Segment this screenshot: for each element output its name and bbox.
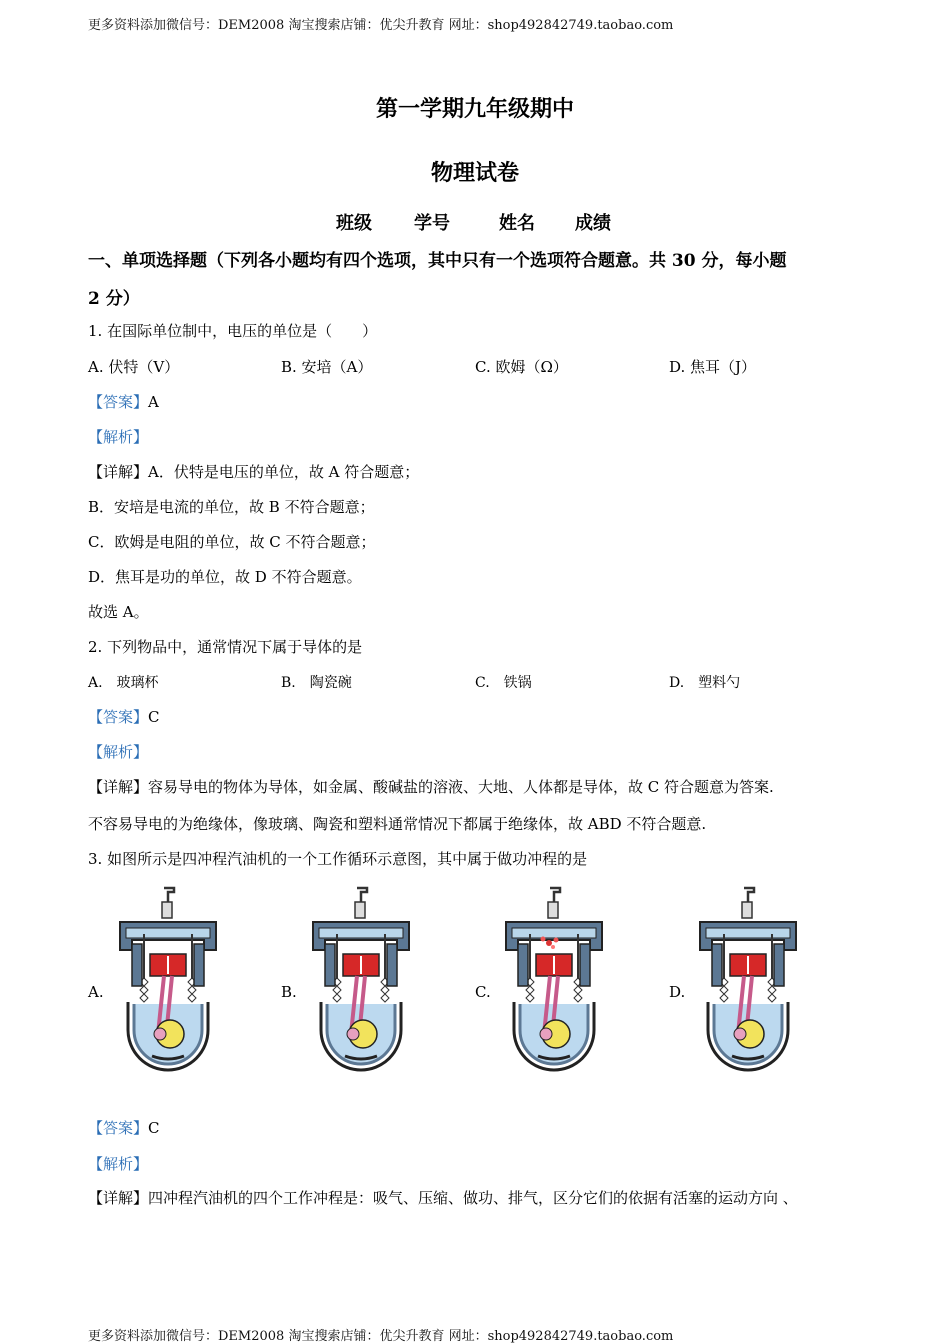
class-field: 班级: [336, 213, 372, 234]
engine-exhaust-stroke-figure: [692, 884, 804, 1074]
question-1-stem: 1. 在国际单位制中，电压的单位是（ ）: [88, 322, 378, 340]
q3-option-d-label: D.: [669, 983, 686, 1001]
q1-conclusion: 故选 A。: [88, 603, 149, 621]
q1-answer: [88, 391, 159, 412]
engine-compression-stroke-figure: [305, 884, 417, 1074]
score-field: 成绩: [575, 213, 611, 234]
page-footer: 更多资料添加微信号：DEM2008 淘宝搜索店铺：优尖升教育 网址：shop492842749.taobao.com: [88, 1329, 674, 1344]
q3-analysis-label: 【解析】: [88, 1155, 149, 1173]
q2-detail-line: 不容易导电的为绝缘体，像玻璃、陶瓷和塑料通常情况下都属于绝缘体，故 ABD 不符合题意.: [88, 815, 707, 833]
q2-analysis-label: 【解析】: [88, 743, 149, 761]
student-info-row: [336, 209, 611, 235]
q1-detail-line: 【详解】A．伏特是电压的单位，故 A 符合题意；: [88, 463, 420, 481]
q3-option-b-label: B.: [281, 983, 297, 1001]
answer-value: A: [148, 393, 159, 411]
q2-option-d: D. 塑料勺: [669, 675, 741, 691]
section-heading: 一、单项选择题（下列各小题均有四个选项，其中只有一个选项符合题意。共 30 分，每小题: [88, 251, 787, 271]
student-id-field: 学号: [414, 213, 450, 234]
q3-option-a-label: A.: [88, 983, 104, 1001]
q2-answer: [88, 706, 160, 727]
q1-detail-line: B．安培是电流的单位，故 B 不符合题意；: [88, 498, 375, 516]
section-heading-cont: 2 分）: [88, 289, 140, 309]
q3-detail-line: 【详解】四冲程汽油机的四个工作冲程是：吸气、压缩、做功、排气，区分它们的依据有活塞的运动方向 、: [88, 1189, 798, 1207]
exam-title: 第一学期九年级期中: [375, 96, 574, 122]
engine-power-stroke-figure: [498, 884, 610, 1074]
page-header: 更多资料添加微信号：DEM2008 淘宝搜索店铺：优尖升教育 网址：shop492842749.taobao.com: [88, 18, 674, 33]
name-field: 姓名: [499, 213, 535, 234]
q2-detail-line: 【详解】容易导电的物体为导体，如金属、酸碱盐的溶液、大地、人体都是导体，故 C 符合题意为答案.: [88, 778, 774, 796]
q2-option-a: A. 玻璃杯: [88, 675, 159, 691]
answer-label: 【答案】: [88, 393, 149, 411]
q1-detail-line: D．焦耳是功的单位，故 D 不符合题意。: [88, 568, 362, 586]
q3-answer: [88, 1117, 160, 1138]
q1-option-c: C. 欧姆（Ω）: [475, 358, 568, 376]
question-3-stem: 3. 如图所示是四冲程汽油机的一个工作循环示意图，其中属于做功冲程的是: [88, 850, 588, 868]
exam-subject-title: 物理试卷: [430, 160, 519, 186]
q1-detail-line: C．欧姆是电阻的单位，故 C 不符合题意；: [88, 533, 376, 551]
q1-option-d: D. 焦耳（J）: [669, 358, 757, 376]
answer-value: C: [148, 1119, 160, 1137]
q1-option-b: B. 安培（A）: [281, 358, 373, 376]
answer-value: C: [148, 708, 160, 726]
q2-option-c: C. 铁锅: [475, 675, 532, 691]
engine-intake-stroke-figure: [112, 884, 224, 1074]
answer-label: 【答案】: [88, 1119, 149, 1137]
question-2-stem: 2. 下列物品中，通常情况下属于导体的是: [88, 638, 363, 656]
q2-option-b: B. 陶瓷碗: [281, 675, 352, 691]
q1-analysis-label: 【解析】: [88, 428, 149, 446]
q3-option-c-label: C.: [475, 983, 491, 1001]
answer-label: 【答案】: [88, 708, 149, 726]
q1-option-a: A. 伏特（V）: [88, 358, 180, 376]
